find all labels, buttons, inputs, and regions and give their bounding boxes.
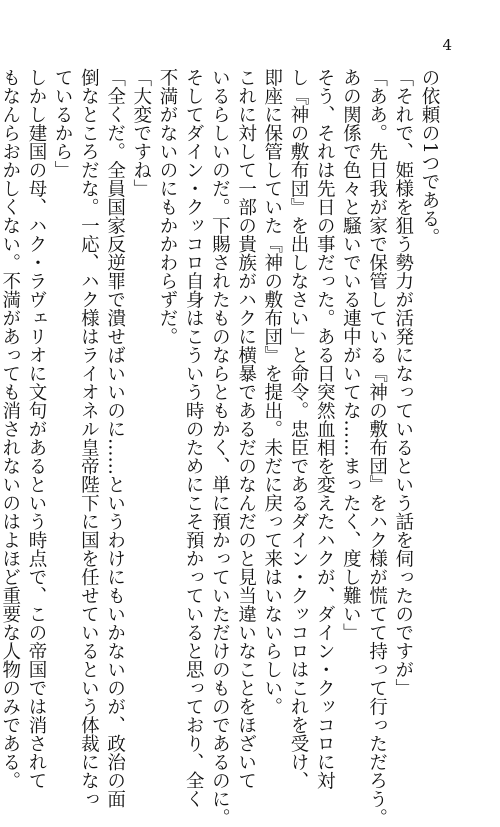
text-line: そしてダイン・クッコロ自身はこういう時のためにこそ預かっていると思っており、全く <box>183 68 205 808</box>
text-line: そう、それは先日の事だった。ある日突然血相を変えたハクが、ダイン・クッコロに対 <box>314 68 336 790</box>
text-line: あの関係で色々と騒いでいる連中がいてな……まったく、度し難い」 <box>340 68 362 642</box>
text-line: もなんらおかしくない。不満があっても消されないのはよほど重要な人物のみである。 <box>0 68 21 790</box>
text-line: 不満がないのにもかかわらずだ。 <box>156 68 178 346</box>
text-line: しかし建国の母、ハク・ラヴェリオに文句があるという時点で、この帝国では消されて <box>25 68 47 790</box>
text-line: 「大変ですね」 <box>130 68 152 198</box>
text-line: 「それで、姫様を狙う勢力が活発になっているという話を伺ったのですが」 <box>392 68 414 697</box>
text-line: の依頼の1つである。 <box>419 68 440 247</box>
text-line: ているから」 <box>52 68 74 179</box>
text-line: いるらしいのだ。下賜されたものならともかく、単に預かっていただけのものであるのに。 <box>209 68 231 827</box>
text-line: 即座に保管していた『神の敷布団』を提出。未だに戻って来はいないらしい。 <box>261 68 283 716</box>
text-line: し『神の敷布団』を出しなさい」と命令。忠臣であるダイン・クッコロはこれを受け、 <box>287 68 309 790</box>
text-line: これに対して一部の貴族がハクに横暴であるだのなんだのと見当違いなことをほざいて <box>235 68 257 790</box>
page-number: 4 <box>442 36 452 54</box>
text-line: 「全くだ。全員国家反逆罪で潰せばいいのに……というわけにもいかないのが、政治の面 <box>104 68 126 808</box>
text-line: 「ああ。先日我が家で保管している『神の敷布団』をハク様が慌てて持って行っただろう。 <box>366 68 388 827</box>
body-text <box>0 68 442 827</box>
text-line: 倒なところだな。一応、ハク様はライオネル皇帝陛下に国を任せているという体裁になっ <box>78 68 100 808</box>
